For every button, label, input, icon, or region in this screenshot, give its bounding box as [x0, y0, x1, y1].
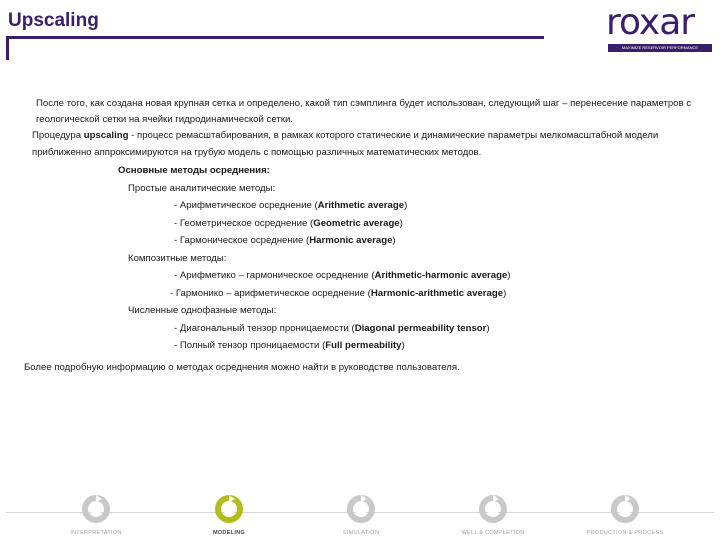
- intro-paragraph-2: Процедура upscaling - процесс ремасштабирования, в рамках которого статические и динамические параметры мелкомасштабной модели приближенно аппроксимируются на грубую модель с помощью различных математических методов.: [32, 130, 659, 158]
- nav-label-modeling: MODELING: [212, 530, 246, 536]
- nav-label-well-completion: WELL & COMPLETION: [461, 530, 525, 536]
- nav-item-simulation[interactable]: [301, 492, 421, 536]
- nav-label-interpretation: INTERPRETATION: [70, 530, 122, 536]
- upscaling-term: upscaling: [83, 130, 129, 142]
- method-arithmetic: - Арифметическое осреднение (Arithmetic average): [174, 200, 408, 211]
- intro-text: [24, 96, 694, 161]
- method-diagonal-tensor: - Диагональный тензор проницаемости (Diagonal permeability tensor): [174, 322, 490, 334]
- composite-methods-label: Композитные методы:: [128, 252, 227, 264]
- page-title: Upscaling: [8, 10, 99, 31]
- nav-item-well-completion[interactable]: [433, 492, 553, 536]
- intro-paragraph-1: После того, как создана новая крупная сетка и определено, какой тип сэмплинга будет использован, следующий шаг – перенесение параметров с геологической сетки на ячейки гидродинамической сетки.: [36, 98, 692, 126]
- workflow-nav: [0, 492, 720, 540]
- logo-tagline-bar: [608, 44, 712, 52]
- title-rule: [6, 36, 544, 39]
- roxar-logo: [606, 2, 714, 52]
- method-full-tensor: - Полный тензор проницаемости (Full permeability): [174, 340, 405, 351]
- nav-item-interpretation[interactable]: [36, 492, 156, 536]
- cycle-icon: [79, 492, 113, 526]
- nav-item-production-process[interactable]: [565, 492, 685, 536]
- logo-tagline: MAXIMIZE RESERVOIR PERFORMANCE: [621, 45, 699, 50]
- method-geometric: - Геометрическое осреднение (Geometric average): [174, 217, 403, 229]
- title-rule-vertical: [6, 36, 9, 60]
- method-arithmetic-harmonic: - Арифметико – гармоническое осреднение (Arithmetic-harmonic average): [174, 270, 511, 281]
- cycle-icon: [476, 492, 510, 526]
- footer-note: Более подробную информацию о методах осреднения можно найти в руководстве пользователя.: [24, 362, 460, 373]
- nav-label-production-process: PRODUCTION & PROCESS: [586, 530, 664, 536]
- method-harmonic-arithmetic: - Гармонико – арифметическое осреднение (Harmonic-arithmetic average): [170, 287, 507, 299]
- methods-heading: Основные методы осреднения:: [118, 165, 270, 176]
- numeric-methods-label: Численные однофазные методы:: [128, 305, 277, 316]
- nav-item-modeling[interactable]: [169, 492, 289, 536]
- cycle-icon: [608, 492, 642, 526]
- nav-label-simulation: SIMULATION: [342, 530, 380, 536]
- method-harmonic: - Гармоническое осреднение (Harmonic average): [174, 235, 396, 246]
- methods-list: [118, 162, 511, 355]
- analytic-methods-label: Простые аналитические методы:: [128, 182, 276, 194]
- cycle-icon-active: [212, 492, 246, 526]
- cycle-icon: [344, 492, 378, 526]
- logo-word: roxar: [606, 2, 695, 43]
